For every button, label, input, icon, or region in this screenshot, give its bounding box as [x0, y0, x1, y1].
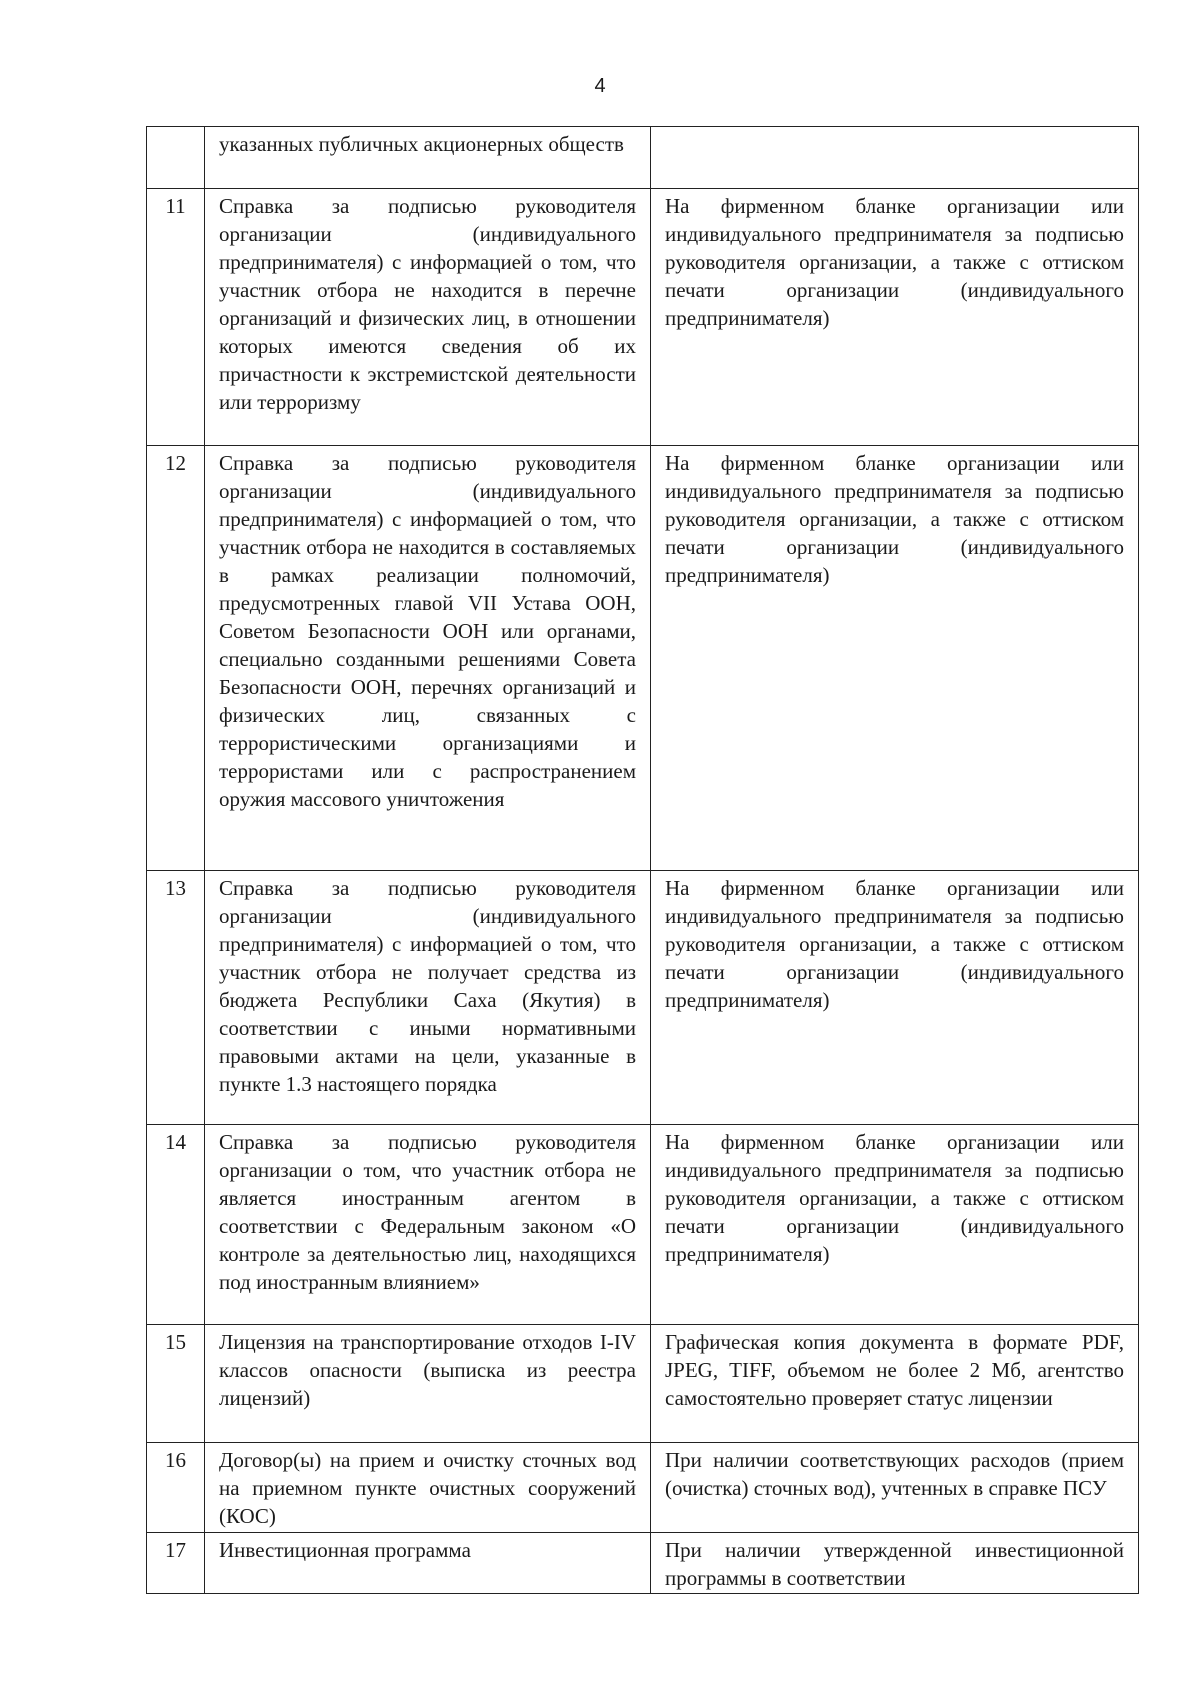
row-number: 15 — [147, 1325, 205, 1443]
table-row — [147, 1325, 1139, 1443]
row-number: 13 — [147, 871, 205, 1125]
table-row — [147, 446, 1139, 871]
row-number: 11 — [147, 189, 205, 446]
document-cell: указанных публичных акционерных обществ — [205, 127, 651, 189]
page-number: 4 — [594, 75, 606, 97]
requirement-cell: Графическая копия документа в формате PDF, JPEG, TIFF, объемом не более 2 Мб, агентство самостоятельно проверяет статус лицензии — [651, 1325, 1139, 1443]
table-row — [147, 1443, 1139, 1533]
requirement-cell — [651, 127, 1139, 189]
requirement-cell: На фирменном бланке организации или индивидуального предпринимателя за подписью руководителя организации, а также с оттиском печати организации (индивидуального предпринимателя) — [651, 189, 1139, 446]
table-row — [147, 189, 1139, 446]
table-row — [147, 1533, 1139, 1594]
requirement-cell: На фирменном бланке организации или индивидуального предпринимателя за подписью руководителя организации, а также с оттиском печати организации (индивидуального предпринимателя) — [651, 1125, 1139, 1325]
row-number: 16 — [147, 1443, 205, 1533]
table-row — [147, 871, 1139, 1125]
requirement-cell: На фирменном бланке организации или индивидуального предпринимателя за подписью руководителя организации, а также с оттиском печати организации (индивидуального предпринимателя) — [651, 446, 1139, 871]
table-row — [147, 1125, 1139, 1325]
document-cell: Справка за подписью руководителя организации о том, что участник отбора не является иностранным агентом в соответствии с Федеральным законом «О контроле за деятельностью лиц, находящихся под иностранным влиянием» — [205, 1125, 651, 1325]
table-row — [147, 127, 1139, 189]
document-cell: Лицензия на транспортирование отходов I-IV классов опасности (выписка из реестра лицензий) — [205, 1325, 651, 1443]
requirement-cell: На фирменном бланке организации или индивидуального предпринимателя за подписью руководителя организации, а также с оттиском печати организации (индивидуального предпринимателя) — [651, 871, 1139, 1125]
row-number — [147, 127, 205, 189]
row-number: 12 — [147, 446, 205, 871]
document-cell: Справка за подписью руководителя организации (индивидуального предпринимателя) с информацией о том, что участник отбора не находится в составляемых в рамках реализации полномочий, предусмотренных главой VII Устава ООН, Советом Безопасности ООН или органами, специально созданными решениями Совета Безопасности ООН, перечнях организаций и физических лиц, связанных с террористическими организациями и террористами или с распространением оружия массового уничтожения — [205, 446, 651, 871]
documents-table — [146, 126, 1139, 1594]
document-cell: Инвестиционная программа — [205, 1533, 651, 1594]
requirement-cell: При наличии утвержденной инвестиционной программы в соответствии — [651, 1533, 1139, 1594]
document-cell: Договор(ы) на прием и очистку сточных вод на приемном пункте очистных сооружений (КОС) — [205, 1443, 651, 1533]
document-cell: Справка за подписью руководителя организации (индивидуального предпринимателя) с информацией о том, что участник отбора не получает средства из бюджета Республики Саха (Якутия) в соответствии с иными нормативными правовыми актами на цели, указанные в пункте 1.3 настоящего порядка — [205, 871, 651, 1125]
requirement-cell: При наличии соответствующих расходов (прием (очистка) сточных вод), учтенных в справке ПСУ — [651, 1443, 1139, 1533]
row-number: 14 — [147, 1125, 205, 1325]
row-number: 17 — [147, 1533, 205, 1594]
document-cell: Справка за подписью руководителя организации (индивидуального предпринимателя) с информацией о том, что участник отбора не находится в перечне организаций и физических лиц, в отношении которых имеются сведения об их причастности к экстремистской деятельности или терроризму — [205, 189, 651, 446]
